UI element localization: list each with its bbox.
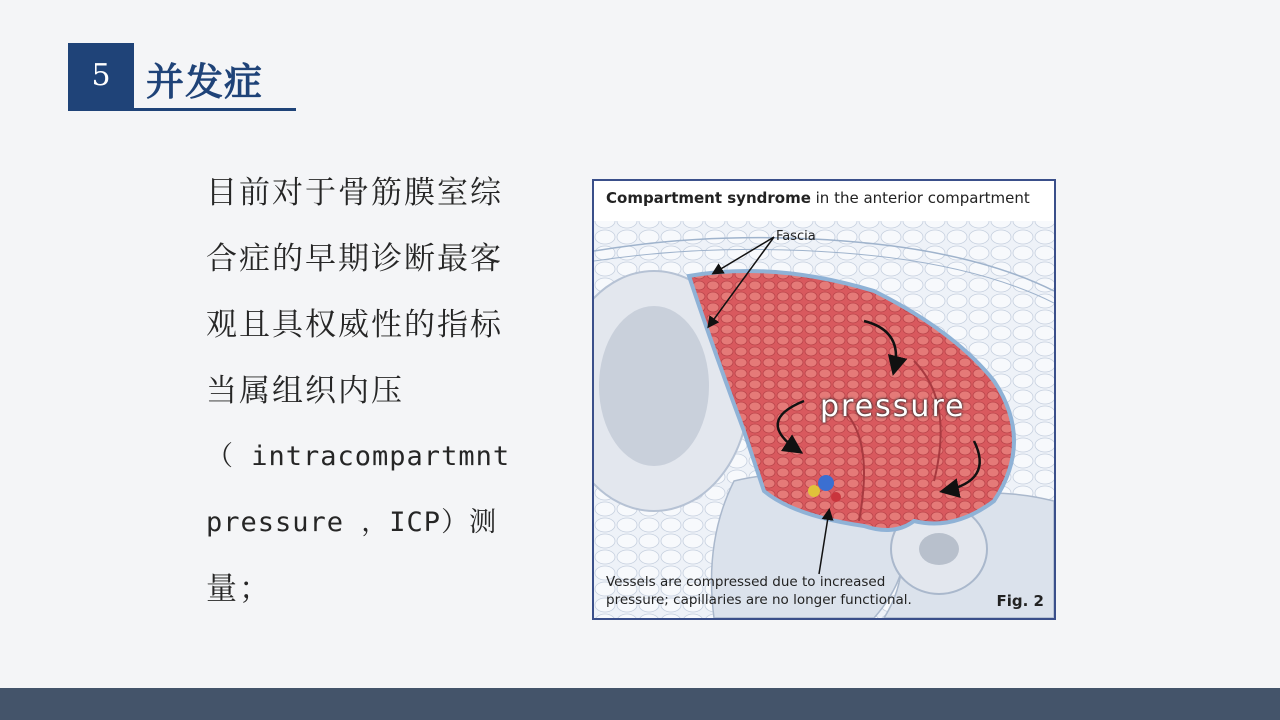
body-line: 目前对于骨筋膜室综	[206, 175, 503, 211]
caption-line: Vessels are compressed due to increased	[606, 574, 886, 590]
fascia-label: Fascia	[776, 229, 816, 244]
body-line: （ intracompartmnt	[206, 441, 511, 472]
body-line: 观且具权威性的指标	[206, 307, 503, 343]
caption-line: pressure; capillaries are no longer functional.	[606, 592, 912, 608]
body-line: 合症的早期诊断最客	[206, 241, 503, 277]
vessel-nerve	[808, 485, 820, 497]
compartment-syndrome-figure	[592, 179, 1056, 620]
body-line: 量；	[206, 571, 272, 607]
figure-title: Compartment syndrome in the anterior compartment	[606, 189, 1030, 207]
vessel-vein	[818, 475, 834, 491]
section-title: 并发症	[146, 60, 264, 104]
section-number: 5	[68, 43, 134, 109]
vessel-artery	[831, 492, 841, 502]
footer-bar	[0, 688, 1280, 720]
title-underline	[68, 108, 296, 111]
figure-number: Fig. 2	[996, 592, 1044, 610]
body-line: pressure ，ICP）测	[206, 507, 498, 538]
body-paragraph	[206, 160, 551, 622]
body-line: 当属组织内压	[206, 373, 404, 409]
section-header	[68, 43, 296, 111]
pressure-label: pressure	[820, 389, 966, 424]
